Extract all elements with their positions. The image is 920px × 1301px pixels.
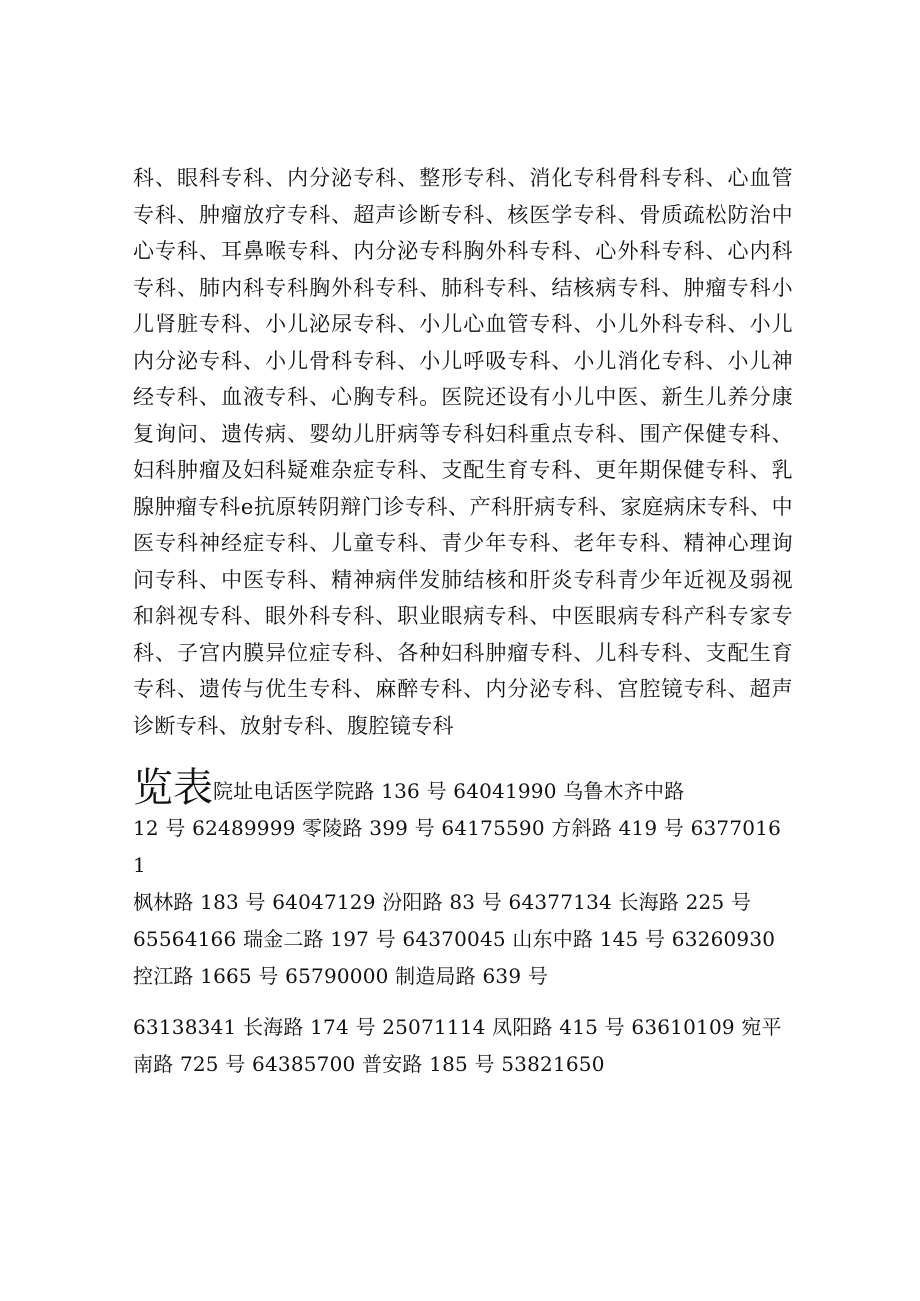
paragraph-gap bbox=[133, 995, 793, 1009]
table-header-row bbox=[133, 765, 793, 811]
table-line: 12 号 62489999 零陵路 399 号 64175590 方斜路 419 号 63770161 bbox=[133, 816, 782, 877]
table-line: 65564166 瑞金二路 197 号 64370045 山东中路 145 号 63260930 bbox=[133, 927, 776, 951]
table-line: 枫林路 183 号 64047129 汾阳路 83 号 64377134 长海路 225 号 bbox=[133, 890, 752, 914]
table-heading: 览表 bbox=[133, 765, 213, 811]
document-page bbox=[133, 160, 793, 1083]
departments-paragraph: 科、眼科专科、内分泌专科、整形专科、消化专科骨科专科、心血管专科、肿瘤放疗专科、超声诊断专科、核医学专科、骨质疏松防治中心专科、耳鼻喉专科、内分泌专科胸外科专科、心外科专科、心内科专科、肺内科专科胸外科专科、肺科专科、结核病专科、肿瘤专科小儿肾脏专科、小儿泌尿专科、小儿心血管专科、小儿外科专科、小儿内分泌专科、小儿骨科专科、小儿呼吸专科、小儿消化专科、小儿神经专科、血液专科、心胸专科。医院还设有小儿中医、新生儿养分康复询问、遗传病、婴幼儿肝病等专科妇科重点专科、围产保健专科、妇科肿瘤及妇科疑难杂症专科、支配生育专科、更年期保健专科、乳腺肿瘤专科e抗原转阴辩门诊专科、产科肝病专科、家庭病床专科、中医专科神经症专科、儿童专科、青少年专科、老年专科、精神心理询问专科、中医专科、精神病伴发肺结核和肝炎专科青少年近视及弱视和斜视专科、眼外科专科、职业眼病专科、中医眼病专科产科专家专科、子宫内膜异位症专科、各种妇科肿瘤专科、儿科专科、支配生育专科、遗传与优生专科、麻醉专科、内分泌专科、宫腔镜专科、超声诊断专科、放射专科、腹腔镜专科 bbox=[133, 166, 793, 738]
table-line: 63138341 长海路 174 号 25071114 凤阳路 415 号 63610109 宛平 bbox=[133, 1015, 782, 1039]
table-line: 南路 725 号 64385700 普安路 185 号 53821650 bbox=[133, 1052, 605, 1076]
hospital-address-table bbox=[133, 765, 793, 1083]
table-header-text: 院址电话医学院路 136 号 64041990 乌鲁木齐中路 bbox=[213, 779, 685, 803]
table-line: 控江路 1665 号 65790000 制造局路 639 号 bbox=[133, 964, 549, 988]
